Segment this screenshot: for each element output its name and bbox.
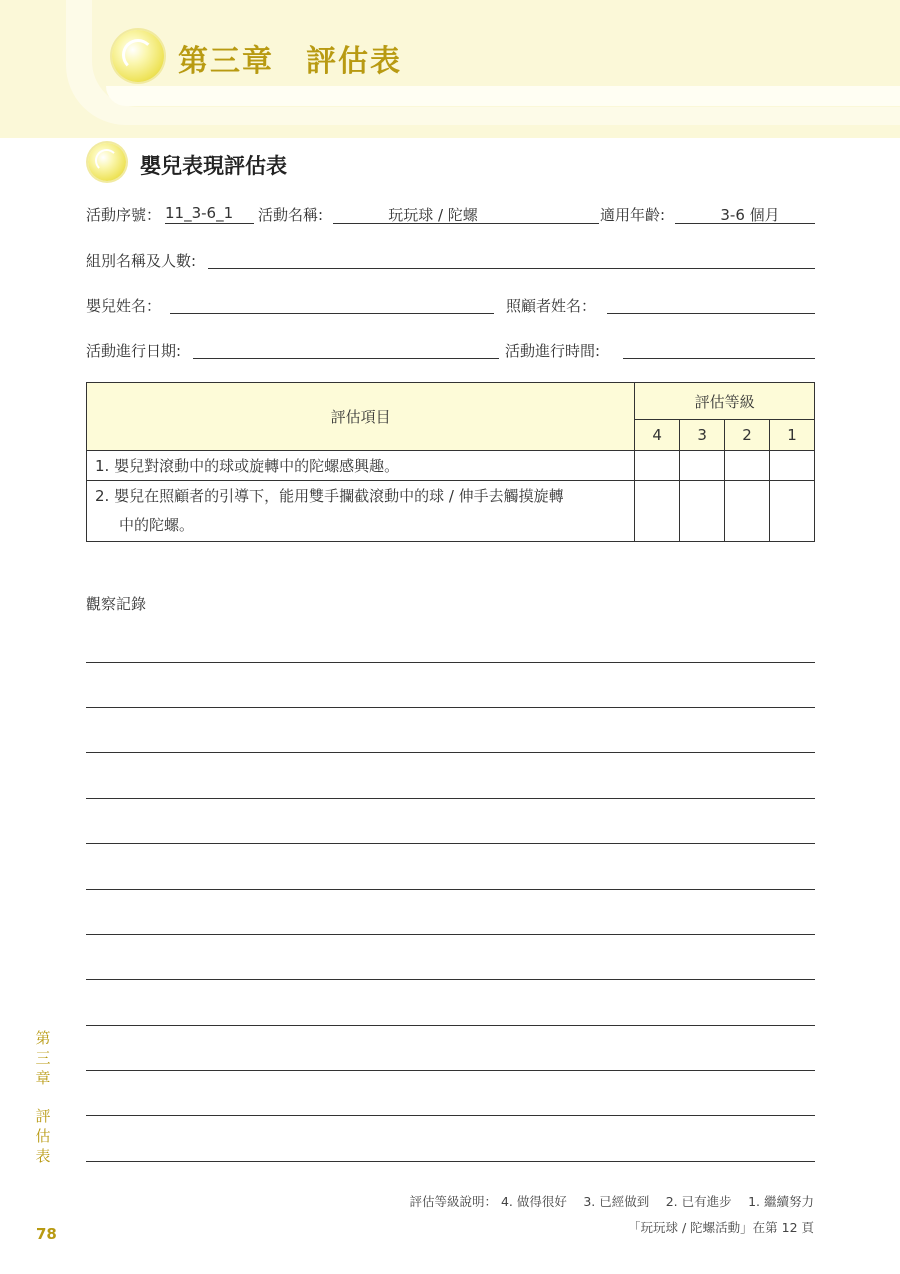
observation-line[interactable]	[86, 1115, 815, 1116]
side-char: 三	[35, 1049, 51, 1067]
grade-col-4: 4	[635, 420, 680, 451]
side-chapter-label	[32, 1028, 54, 1166]
grade-cell[interactable]	[635, 481, 680, 542]
item-number: 1.	[95, 457, 110, 475]
observation-line[interactable]	[86, 662, 815, 663]
baby-name-field[interactable]	[170, 313, 494, 314]
item-cell	[87, 481, 635, 542]
item-text-continued: 中的陀螺。	[119, 516, 195, 534]
activity-no-value: 11_3-6_1	[165, 204, 234, 222]
grade-cell[interactable]	[725, 451, 770, 481]
observation-line[interactable]	[86, 707, 815, 708]
observation-title: 觀察記錄	[86, 595, 147, 613]
evaluation-table	[86, 382, 815, 542]
activity-no-label: 活動序號：	[86, 206, 162, 224]
time-field[interactable]	[623, 358, 815, 359]
time-label: 活動進行時間:	[505, 342, 601, 360]
observation-line[interactable]	[86, 1161, 815, 1162]
side-char: 表	[35, 1147, 51, 1165]
observation-line[interactable]	[86, 889, 815, 890]
activity-reference: 「玩玩球 / 陀螺活動」在第 12 頁	[627, 1220, 814, 1235]
page-number: 78	[36, 1225, 57, 1243]
caregiver-label: 照顧者姓名：	[506, 297, 597, 315]
observation-line[interactable]	[86, 752, 815, 753]
group-label: 組別名稱及人數:	[86, 252, 197, 270]
grade-cell[interactable]	[770, 451, 815, 481]
grade-cell[interactable]	[680, 451, 725, 481]
observation-line[interactable]	[86, 798, 815, 799]
chapter-orb-icon	[112, 30, 164, 82]
observation-line[interactable]	[86, 843, 815, 844]
grade-col-1: 1	[770, 420, 815, 451]
grade-cell[interactable]	[680, 481, 725, 542]
age-label: 適用年齡:	[600, 206, 666, 224]
baby-name-label: 嬰兒姓名：	[86, 297, 162, 315]
activity-no-field[interactable]	[165, 223, 254, 224]
item-text: 嬰兒在照顧者的引導下，能用雙手攔截滾動中的球 / 伸手去觸摸旋轉	[114, 487, 564, 505]
activity-name-label: 活動名稱:	[258, 206, 324, 224]
grade-header: 評估等級	[635, 383, 815, 420]
header-stripe	[106, 86, 900, 106]
activity-name-value: 玩玩球 / 陀螺	[388, 206, 478, 224]
observation-line[interactable]	[86, 934, 815, 935]
section-title: 嬰兒表現評估表	[140, 154, 287, 178]
grade-explanation: 評估等級說明： 4. 做得很好 3. 已經做到 2. 已有進步 1. 繼續努力	[409, 1194, 814, 1209]
side-char: 估	[35, 1127, 51, 1145]
date-label: 活動進行日期:	[86, 342, 182, 360]
grade-cell[interactable]	[770, 481, 815, 542]
side-char: 第	[35, 1029, 51, 1047]
grade-col-3: 3	[680, 420, 725, 451]
observation-line[interactable]	[86, 1025, 815, 1026]
observation-line[interactable]	[86, 1070, 815, 1071]
grade-cell[interactable]	[635, 451, 680, 481]
table-row	[87, 451, 815, 481]
group-field[interactable]	[208, 268, 815, 269]
table-row	[87, 481, 815, 542]
grade-col-2: 2	[725, 420, 770, 451]
item-cell	[87, 451, 635, 481]
item-header: 評估項目	[87, 383, 635, 451]
side-char: 評	[35, 1107, 51, 1125]
age-value: 3-6 個月	[720, 206, 780, 224]
observation-line[interactable]	[86, 979, 815, 980]
section-orb-icon	[88, 143, 126, 181]
item-text: 嬰兒對滾動中的球或旋轉中的陀螺感興趣。	[114, 457, 400, 475]
chapter-title: 第三章 評估表	[178, 44, 402, 79]
side-char: 章	[35, 1069, 51, 1087]
date-field[interactable]	[193, 358, 499, 359]
caregiver-field[interactable]	[607, 313, 815, 314]
grade-cell[interactable]	[725, 481, 770, 542]
item-number: 2.	[95, 487, 110, 505]
